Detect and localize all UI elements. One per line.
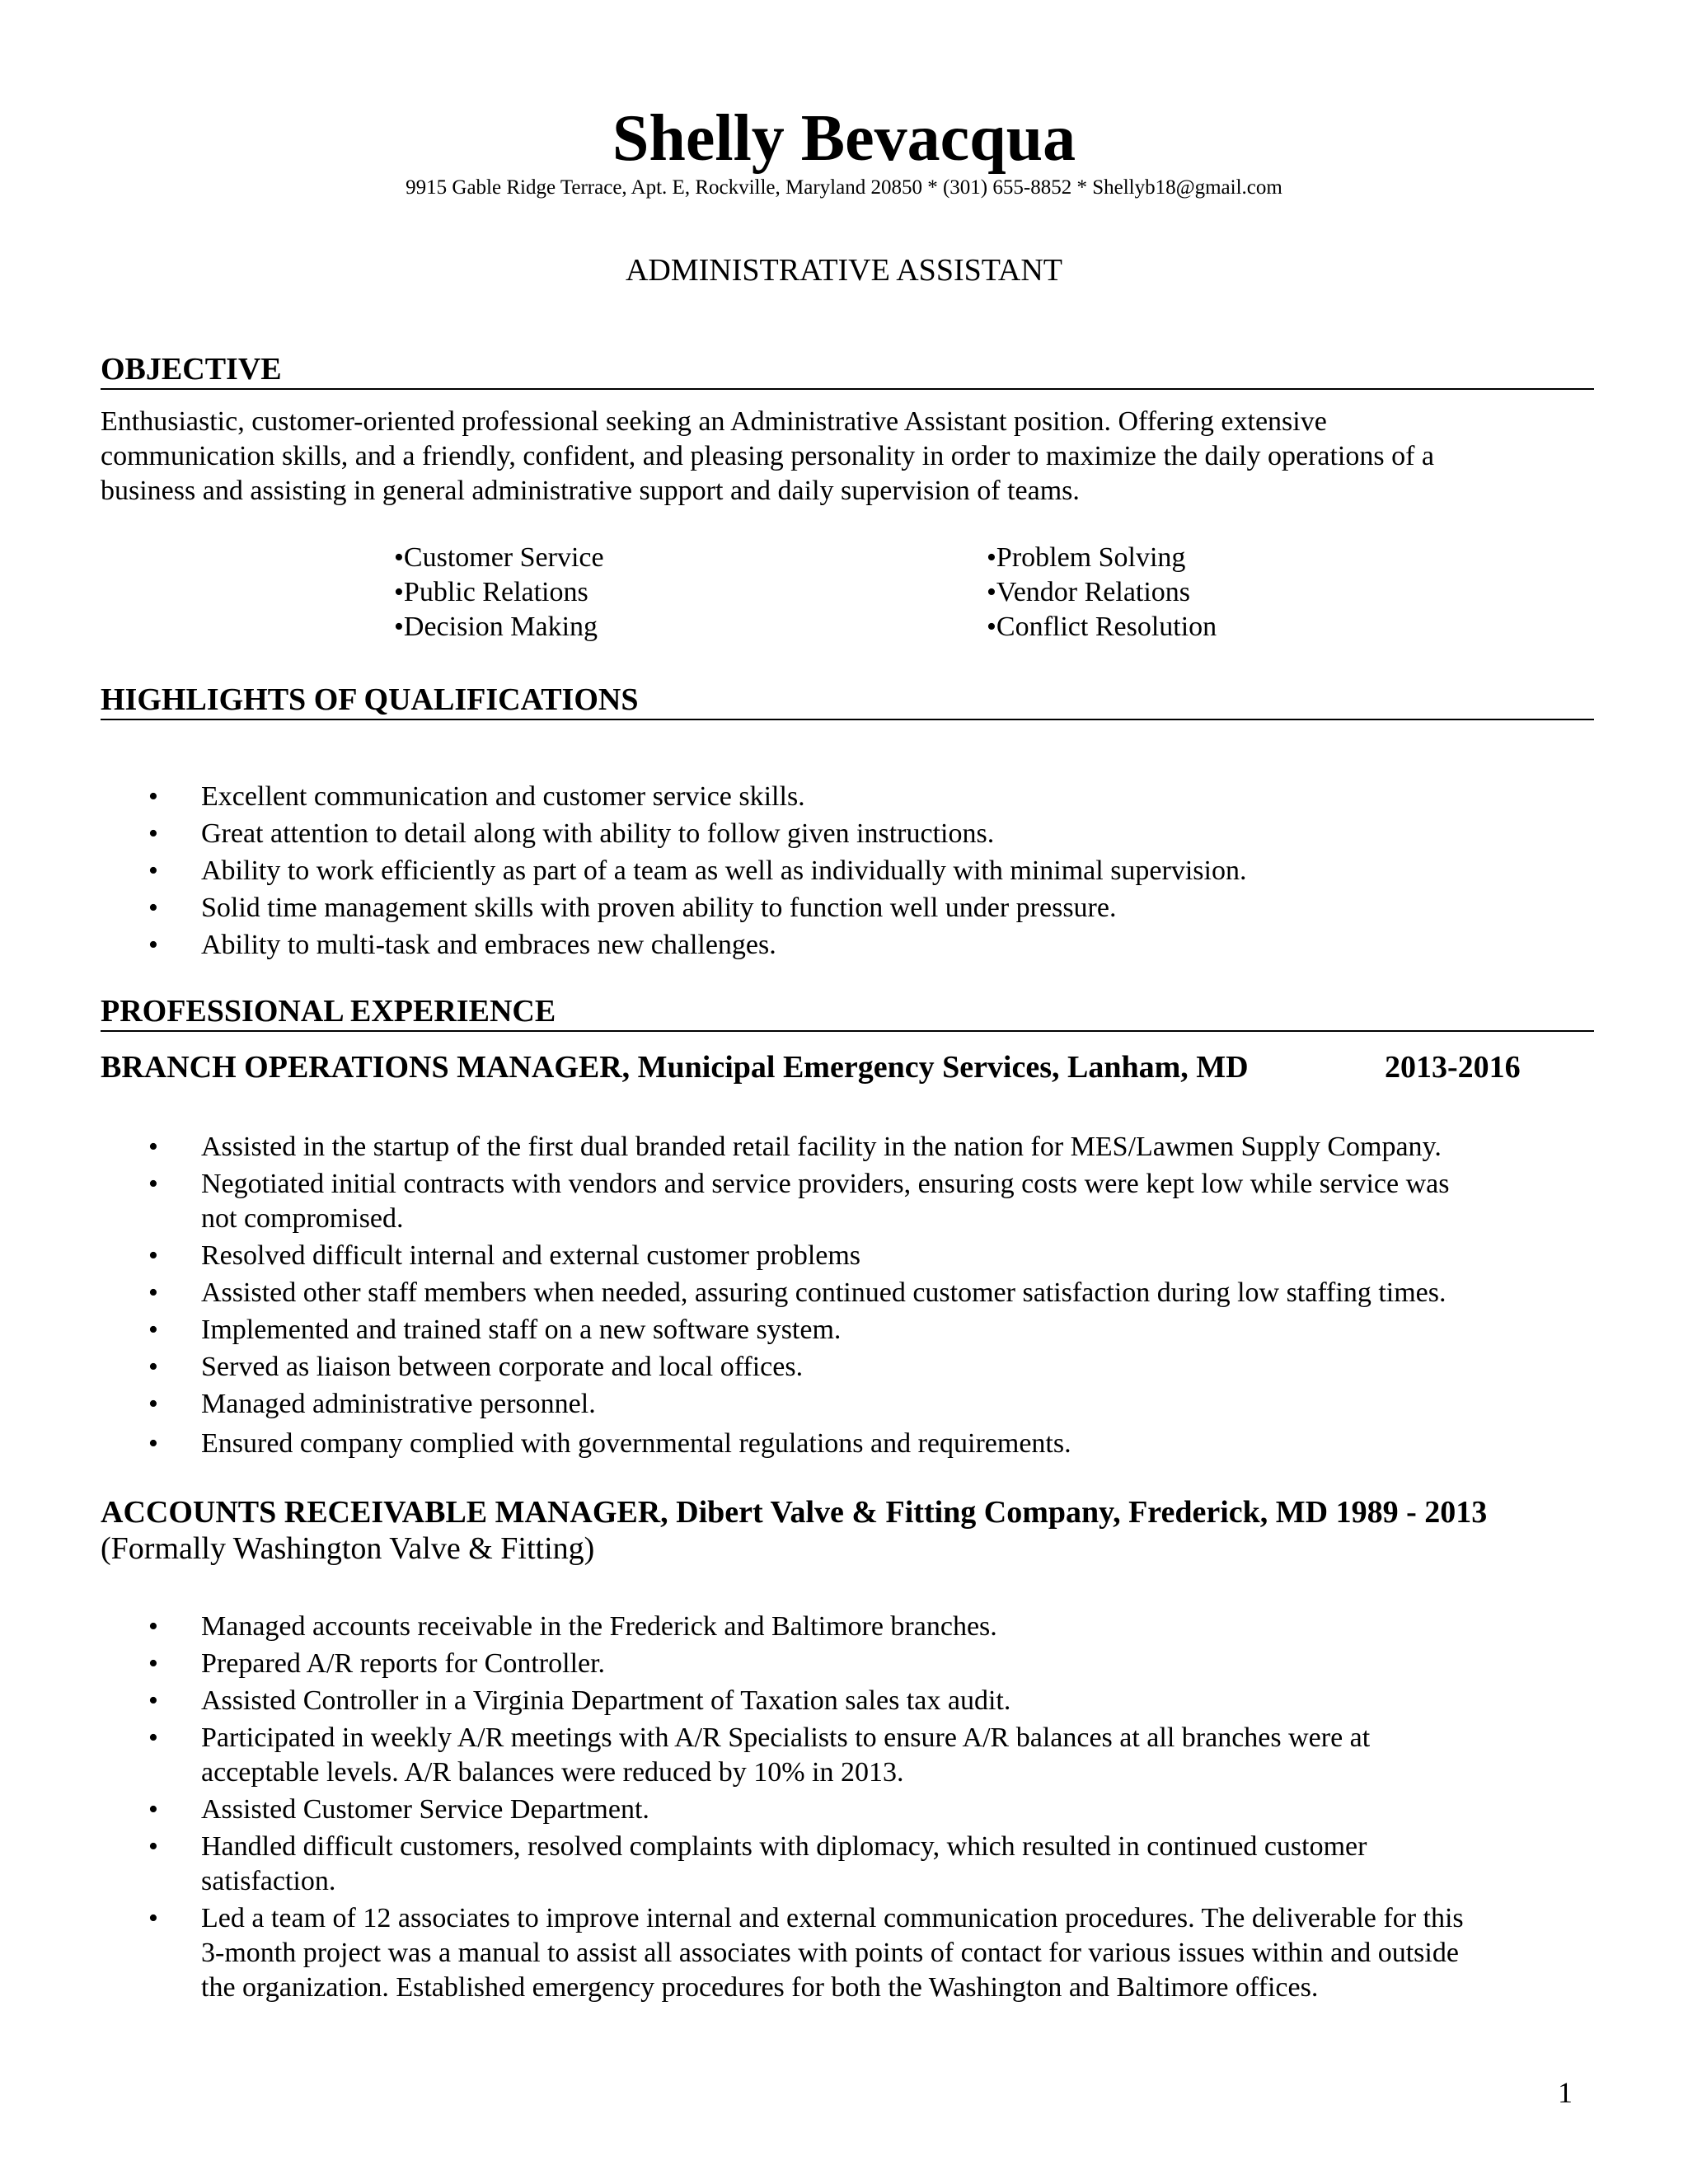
objective-line: business and assisting in general administrative support and daily supervision of teams.: [101, 476, 1080, 506]
list-item-text: acceptable levels. A/R balances were reduced by 10% in 2013.: [201, 1757, 904, 1788]
bullet-icon: •: [148, 1315, 158, 1345]
experience-heading: PROFESSIONAL EXPERIENCE: [101, 992, 1594, 1032]
skills-right-column: [987, 541, 1217, 644]
bullet-icon: •: [148, 1277, 158, 1308]
list-item: [148, 1167, 1599, 1236]
resume-name: Shelly Bevacqua: [612, 102, 1076, 175]
skill-item: •Customer Service: [394, 542, 604, 573]
list-item-text: satisfaction.: [201, 1866, 336, 1896]
job-duties-list: [148, 1610, 1599, 2005]
list-item: [148, 891, 1599, 926]
skill-item: •Problem Solving: [987, 542, 1186, 573]
bullet-icon: •: [148, 1132, 158, 1162]
highlights-heading: HIGHLIGHTS OF QUALIFICATIONS: [101, 681, 1594, 720]
list-item-text: Negotiated initial contracts with vendors and service providers, ensuring costs were kept low while service was: [201, 1169, 1450, 1199]
list-item: [148, 1684, 1599, 1718]
list-item-text: 3-month project was a manual to assist all associates with points of contact for various issues within and outside: [201, 1938, 1459, 1968]
objective-line: communication skills, and a friendly, confident, and pleasing personality in order to maximize the daily operations of a: [101, 441, 1435, 471]
objective-heading: OBJECTIVE: [101, 350, 1594, 390]
bullet-icon: •: [148, 893, 158, 923]
list-item: [148, 1830, 1599, 1899]
list-item: [148, 1276, 1599, 1310]
highlights-list: [148, 780, 1599, 963]
bullet-icon: •: [148, 1240, 158, 1271]
list-item-text: Served as liaison between corporate and local offices.: [201, 1352, 804, 1382]
list-item-text: Implemented and trained staff on a new software system.: [201, 1315, 842, 1345]
bullet-icon: •: [148, 1389, 158, 1419]
bullet-icon: •: [148, 818, 158, 849]
list-item-text: Managed administrative personnel.: [201, 1389, 596, 1419]
skill-item: •Conflict Resolution: [987, 612, 1217, 642]
job-title: BRANCH OPERATIONS MANAGER, Municipal Emergency Services, Lanham, MD: [101, 1050, 1249, 1085]
objective-line: Enthusiastic, customer-oriented professional seeking an Administrative Assistant position. Offering extensive: [101, 406, 1327, 437]
list-item: [148, 1130, 1599, 1165]
bullet-icon: •: [148, 1169, 158, 1199]
bullet-icon: •: [148, 1428, 158, 1459]
job-subtitle: (Formally Washington Valve & Fitting): [101, 1531, 595, 1566]
bullet-icon: •: [148, 1611, 158, 1642]
bullet-icon: •: [148, 930, 158, 960]
list-item-text: the organization. Established emergency procedures for both the Washington and Baltimore offices.: [201, 1972, 1319, 2003]
list-item: [148, 1647, 1599, 1681]
list-item: [148, 928, 1599, 963]
bullet-icon: •: [148, 1831, 158, 1862]
list-item: [148, 1793, 1599, 1827]
list-item-text: Resolved difficult internal and external customer problems: [201, 1240, 861, 1271]
list-item: [148, 1610, 1599, 1644]
list-item-text: Managed accounts receivable in the Frederick and Baltimore branches.: [201, 1611, 997, 1642]
bullet-icon: •: [148, 1352, 158, 1382]
page-number: 1: [1558, 2076, 1573, 2109]
contact-line: 9915 Gable Ridge Terrace, Apt. E, Rockville, Maryland 20850 * (301) 655-8852 * Shellyb18@gmail.com: [406, 176, 1282, 199]
list-item-text: Ensured company complied with governmental regulations and requirements.: [201, 1428, 1071, 1459]
list-item-text: Assisted other staff members when needed, assuring continued customer satisfaction during low staffing times.: [201, 1277, 1447, 1308]
job-years: 2013-2016: [1385, 1050, 1521, 1085]
objective-text: [101, 405, 1609, 509]
list-item: [148, 1427, 1599, 1461]
list-item: [148, 1350, 1599, 1385]
bullet-icon: •: [148, 1794, 158, 1825]
list-item-text: Excellent communication and customer service skills.: [201, 781, 805, 812]
list-item: [148, 1239, 1599, 1273]
list-item: [148, 1721, 1599, 1790]
list-item-text: Solid time management skills with proven ability to function well under pressure.: [201, 893, 1117, 923]
list-item-text: Great attention to detail along with ability to follow given instructions.: [201, 818, 995, 849]
bullet-icon: •: [148, 781, 158, 812]
bullet-icon: •: [148, 1648, 158, 1679]
list-item: [148, 817, 1599, 851]
skills-left-column: [394, 541, 604, 644]
skill-item: •Vendor Relations: [987, 577, 1191, 607]
target-role: ADMINISTRATIVE ASSISTANT: [625, 253, 1063, 288]
list-item: [148, 1387, 1599, 1422]
skill-item: •Decision Making: [394, 612, 598, 642]
list-item-text: Led a team of 12 associates to improve internal and external communication procedures. The deliverable for this: [201, 1903, 1464, 1933]
list-item: [148, 780, 1599, 814]
bullet-icon: •: [148, 1722, 158, 1753]
skill-item: •Public Relations: [394, 577, 588, 607]
list-item: [148, 1313, 1599, 1347]
list-item-text: Participated in weekly A/R meetings with A/R Specialists to ensure A/R balances at all branches were at: [201, 1722, 1371, 1753]
bullet-icon: •: [148, 1903, 158, 1933]
list-item-text: Assisted Customer Service Department.: [201, 1794, 649, 1825]
list-item-text: Handled difficult customers, resolved complaints with diplomacy, which resulted in continued customer: [201, 1831, 1367, 1862]
job-duties-list: [148, 1130, 1599, 1461]
list-item-text: not compromised.: [201, 1203, 404, 1234]
bullet-icon: •: [148, 855, 158, 886]
list-item-text: Ability to multi-task and embraces new challenges.: [201, 930, 776, 960]
list-item-text: Assisted Controller in a Virginia Department of Taxation sales tax audit.: [201, 1685, 1011, 1716]
list-item: [148, 854, 1599, 888]
list-item-text: Assisted in the startup of the first dual branded retail facility in the nation for MES/Lawmen Supply Company.: [201, 1132, 1442, 1162]
list-item: [148, 1901, 1599, 2005]
list-item-text: Ability to work efficiently as part of a team as well as individually with minimal supervision.: [201, 855, 1247, 886]
list-item-text: Prepared A/R reports for Controller.: [201, 1648, 606, 1679]
job-title: ACCOUNTS RECEIVABLE MANAGER, Dibert Valve & Fitting Company, Frederick, MD 1989 - 2013: [101, 1495, 1488, 1530]
bullet-icon: •: [148, 1685, 158, 1716]
